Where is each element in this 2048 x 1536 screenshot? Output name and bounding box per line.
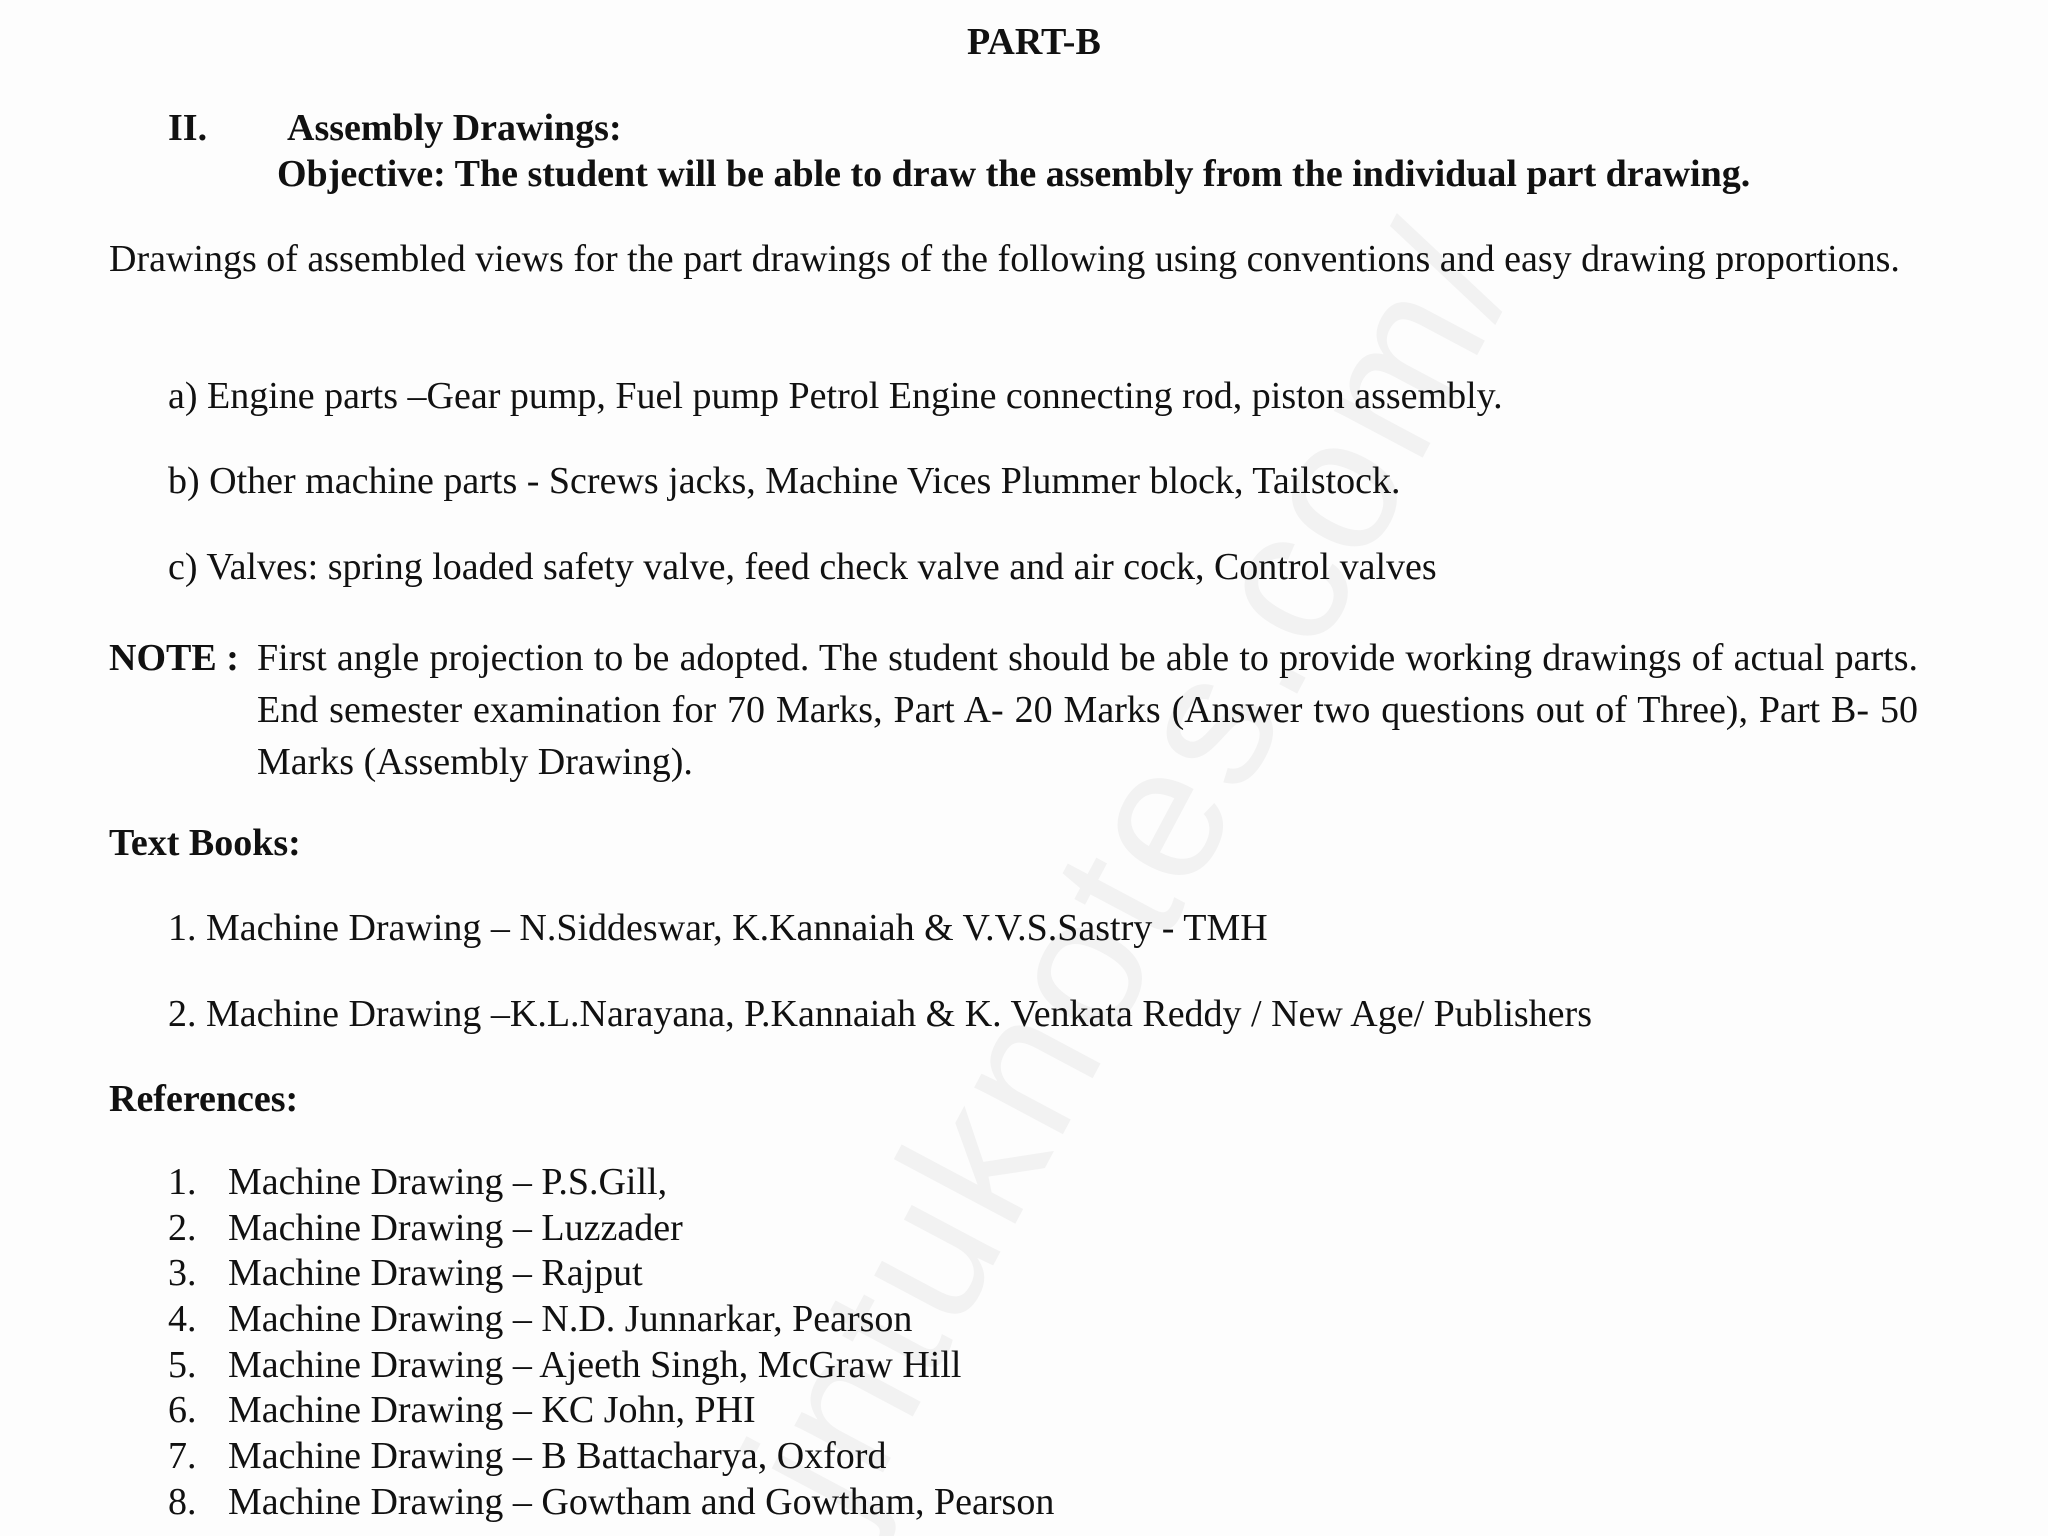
intro-paragraph: Drawings of assembled views for the part drawings of the following using conventions and easy drawing proportions. xyxy=(109,238,1900,280)
reference-text: Machine Drawing – Gowtham and Gowtham, Pearson xyxy=(228,1480,1055,1523)
references-heading: References: xyxy=(109,1078,299,1120)
reference-text: Machine Drawing – N.D. Junnarkar, Pearson xyxy=(228,1298,913,1341)
reference-item xyxy=(168,1160,1054,1206)
list-item-engine-parts: a) Engine parts –Gear pump, Fuel pump Petrol Engine connecting rod, piston assembly. xyxy=(168,375,1503,417)
reference-text: Machine Drawing – KC John, PHI xyxy=(228,1389,756,1432)
part-title: PART-B xyxy=(967,21,1101,63)
text-book-item: 2. Machine Drawing –K.L.Narayana, P.Kannaiah & K. Venkata Reddy / New Age/ Publishers xyxy=(168,993,1592,1035)
note-text: First angle projection to be adopted. The student should be able to provide working drawings of actual parts. End semester examination for 70 Marks, Part A- 20 Marks (Answer two questions out of Three), Part B- 50 Marks (Assembly Drawing). xyxy=(257,637,1918,783)
section-number: II. xyxy=(168,107,208,149)
list-item-machine-parts: b) Other machine parts - Screws jacks, Machine Vices Plummer block, Tailstock. xyxy=(168,460,1401,502)
text-books-heading: Text Books: xyxy=(109,822,301,864)
text-book-item: 1. Machine Drawing – N.Siddeswar, K.Kannaiah & V.V.S.Sastry - TMH xyxy=(168,907,1268,949)
reference-text: Machine Drawing – P.S.Gill, xyxy=(228,1161,668,1203)
reference-number: 4. xyxy=(168,1298,197,1341)
reference-number: 2. xyxy=(168,1206,197,1249)
reference-number: 8. xyxy=(168,1480,197,1523)
reference-number: 7. xyxy=(168,1435,197,1478)
reference-text: Machine Drawing – Luzzader xyxy=(228,1206,683,1249)
reference-number: 3. xyxy=(168,1252,197,1295)
reference-item xyxy=(168,1251,1054,1297)
list-item-valves: c) Valves: spring loaded safety valve, feed check valve and air cock, Control valves xyxy=(168,546,1437,588)
objective-statement: Objective: The student will be able to draw the assembly from the individual part drawing. xyxy=(277,153,1751,195)
reference-text: Machine Drawing – B Battacharya, Oxford xyxy=(228,1435,887,1478)
reference-text: Machine Drawing – Rajput xyxy=(228,1252,643,1295)
reference-item xyxy=(168,1434,1054,1480)
reference-text: Machine Drawing – Ajeeth Singh, McGraw Hill xyxy=(228,1343,962,1386)
reference-number: 1. xyxy=(168,1161,197,1203)
references-list xyxy=(168,1160,1054,1526)
reference-item xyxy=(168,1343,1054,1389)
reference-item xyxy=(168,1388,1054,1434)
reference-number: 5. xyxy=(168,1343,197,1386)
reference-item xyxy=(168,1480,1054,1526)
reference-item xyxy=(168,1206,1054,1252)
section-heading: Assembly Drawings: xyxy=(287,107,622,149)
reference-number: 6. xyxy=(168,1389,197,1432)
note-label: NOTE : xyxy=(109,637,239,679)
reference-item xyxy=(168,1297,1054,1343)
